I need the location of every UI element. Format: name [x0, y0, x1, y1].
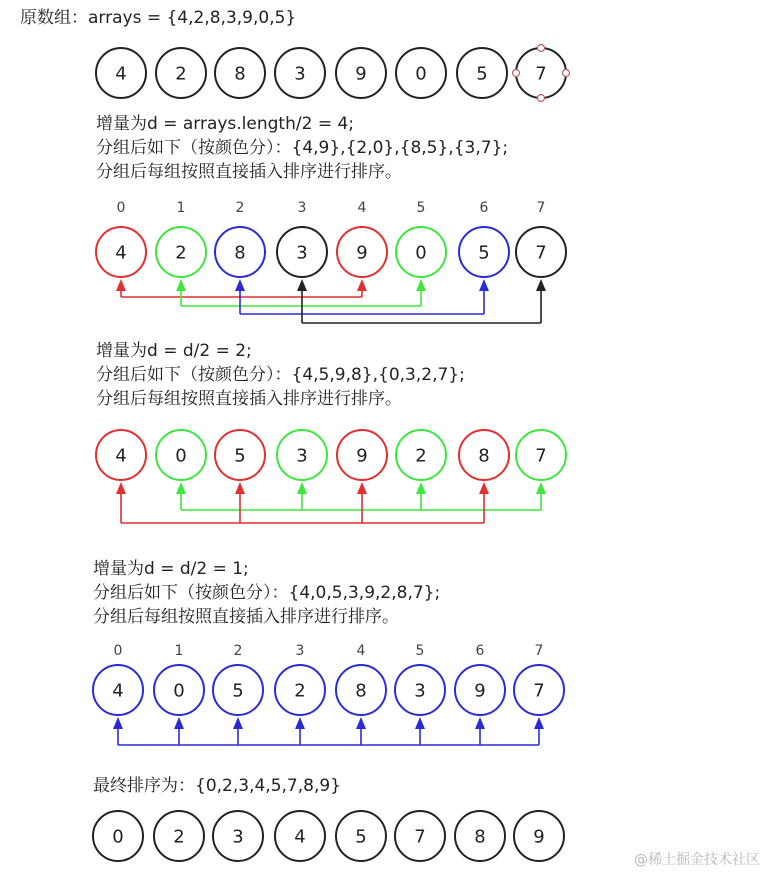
original-value-6: 5: [476, 63, 488, 85]
step3-group-0-arrow-5: [415, 717, 425, 729]
step1-value-2: 8: [234, 242, 246, 264]
step3-value-5: 3: [414, 680, 426, 702]
step2-group-1-arrow-4: [357, 482, 367, 494]
step3-index-4: 4: [356, 643, 366, 659]
step2-value-4: 9: [356, 445, 368, 467]
selection-handle-0: [538, 45, 545, 52]
step3-group-0-arrow-1: [174, 717, 184, 729]
step1-group-3-arrow-3: [297, 279, 307, 291]
step2-increment-text: 增量为d = d/2 = 2;: [96, 341, 252, 361]
original-value-5: 0: [415, 63, 427, 85]
step1-group-1-arrow-1: [176, 279, 186, 291]
step1-value-7: 7: [535, 242, 547, 264]
step2-value-6: 8: [478, 445, 490, 467]
original-value-4: 9: [355, 63, 367, 85]
step3-increment-text: 增量为d = d/2 = 1;: [93, 559, 249, 579]
step1-value-0: 4: [115, 242, 127, 264]
step1-index-1: 1: [176, 200, 186, 216]
step3-group-0-arrow-0: [113, 717, 123, 729]
step2-group-0-arrow-1: [176, 482, 186, 494]
step1-index-5: 5: [416, 200, 426, 216]
step3-group-0-arrow-3: [295, 717, 305, 729]
step1-group-1-arrow-5: [416, 279, 426, 291]
step2-sort-note: 分组后每组按照直接插入排序进行排序。: [96, 389, 402, 409]
step1-value-1: 2: [175, 242, 187, 264]
step3-group-0-arrow-4: [356, 717, 366, 729]
step1-group-2-arrow-6: [479, 279, 489, 291]
step2-value-5: 2: [415, 445, 427, 467]
final-value-4: 5: [355, 826, 367, 848]
step3-value-6: 9: [474, 680, 486, 702]
step3-grouping-text: 分组后如下（按颜色分）：{4,0,5,3,9,2,8,7};: [93, 583, 441, 603]
step2-group-1-arrow-0: [116, 482, 126, 494]
step3-index-1: 1: [174, 643, 184, 659]
original-value-2: 8: [234, 63, 246, 85]
step3-value-3: 2: [294, 680, 306, 702]
step2-group-0-arrow-3: [297, 482, 307, 494]
step1-increment-text: 增量为d = arrays.length/2 = 4;: [96, 114, 355, 134]
final-value-6: 8: [474, 826, 486, 848]
final-value-2: 3: [232, 826, 244, 848]
step1-index-2: 2: [235, 200, 245, 216]
original-value-0: 4: [115, 63, 127, 85]
step3-group-0-arrow-2: [233, 717, 243, 729]
step2-group-1-arrow-2: [235, 482, 245, 494]
step3-value-4: 8: [355, 680, 367, 702]
step2-value-2: 5: [234, 445, 246, 467]
step1-value-4: 9: [356, 242, 368, 264]
step3-value-7: 7: [533, 680, 545, 702]
step3-index-5: 5: [415, 643, 425, 659]
step2-value-7: 7: [535, 445, 547, 467]
selection-handle-2: [513, 70, 520, 77]
step1-index-4: 4: [357, 200, 367, 216]
step3-value-0: 4: [112, 680, 124, 702]
final-value-5: 7: [414, 826, 426, 848]
step1-grouping-text: 分组后如下（按颜色分）：{4,9},{2,0},{8,5},{3,7};: [96, 138, 509, 158]
step1-group-0-arrow-4: [357, 279, 367, 291]
step1-group-3-arrow-7: [536, 279, 546, 291]
original-array-title: 原数组：arrays = {4,2,8,3,9,0,5}: [20, 8, 297, 28]
watermark: @稀土掘金技术社区: [634, 852, 760, 868]
step1-index-6: 6: [479, 200, 489, 216]
step3-index-7: 7: [534, 643, 544, 659]
final-value-0: 0: [112, 826, 124, 848]
step1-index-3: 3: [297, 200, 307, 216]
step3-value-2: 5: [232, 680, 244, 702]
step3-sort-note: 分组后每组按照直接插入排序进行排序。: [93, 607, 399, 627]
original-value-3: 3: [294, 63, 306, 85]
step3-value-1: 0: [173, 680, 185, 702]
step1-group-0-arrow-0: [116, 279, 126, 291]
step3-group-0-arrow-7: [534, 717, 544, 729]
step1-value-5: 0: [415, 242, 427, 264]
original-value-7: 7: [535, 63, 547, 85]
step2-value-0: 4: [115, 445, 127, 467]
final-sorted-label: 最终排序为：{0,2,3,4,5,7,8,9}: [93, 776, 341, 796]
selection-handle-3: [563, 70, 570, 77]
step1-index-0: 0: [116, 200, 126, 216]
step1-value-6: 5: [478, 242, 490, 264]
step1-value-3: 3: [296, 242, 308, 264]
step1-index-7: 7: [536, 200, 546, 216]
step1-sort-note: 分组后每组按照直接插入排序进行排序。: [96, 162, 402, 182]
selection-handle-1: [538, 95, 545, 102]
final-value-1: 2: [173, 826, 185, 848]
step3-index-6: 6: [475, 643, 485, 659]
step2-group-0-arrow-7: [536, 482, 546, 494]
step3-group-0-arrow-6: [475, 717, 485, 729]
final-value-3: 4: [294, 826, 306, 848]
step3-index-3: 3: [295, 643, 305, 659]
step2-group-1-arrow-6: [479, 482, 489, 494]
step2-value-1: 0: [175, 445, 187, 467]
step3-index-2: 2: [233, 643, 243, 659]
step2-value-3: 3: [296, 445, 308, 467]
step3-index-0: 0: [113, 643, 123, 659]
step2-grouping-text: 分组后如下（按颜色分）：{4,5,9,8},{0,3,2,7};: [96, 365, 465, 385]
final-value-7: 9: [533, 826, 545, 848]
step1-group-2-arrow-2: [235, 279, 245, 291]
original-value-1: 2: [175, 63, 187, 85]
step2-group-0-arrow-5: [416, 482, 426, 494]
